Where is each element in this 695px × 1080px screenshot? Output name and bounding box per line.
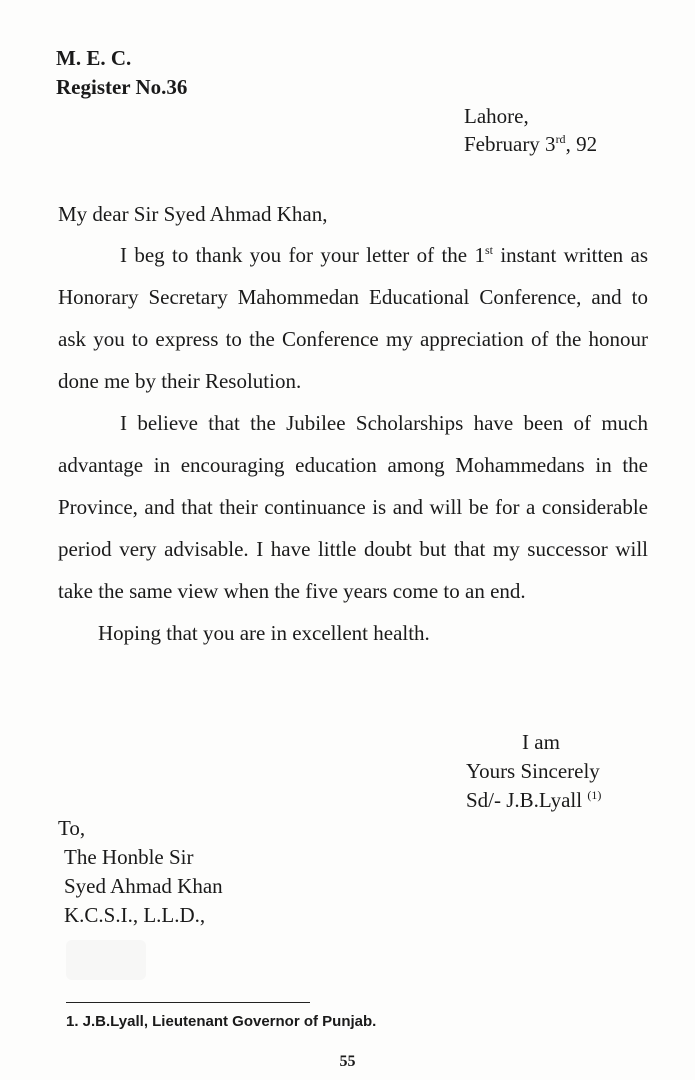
recipient-honours: K.C.S.I., L.L.D.,: [64, 903, 206, 927]
letter-body: [58, 234, 648, 654]
paragraph-1-ordinal: st: [484, 243, 493, 257]
faint-bleed-mark: [66, 940, 146, 980]
paragraph-2: I believe that the Jubilee Scholarships have been of much advantage in encouraging education among Mohammedans in the Province, and that their continuance is and will be for a considerable period very advisable. I have little doubt but that my successor will take the same view when the five years come to an end.: [58, 411, 648, 603]
header-register-number: Register No.36: [56, 75, 188, 99]
salutation: My dear Sir Syed Ahmad Khan,: [58, 202, 328, 226]
date-ordinal: rd: [555, 132, 566, 146]
footnote-divider: [66, 1002, 310, 1003]
letter-header: [56, 44, 187, 102]
signoff-i-am: I am: [522, 730, 560, 754]
paragraph-1-end: instant written as Honorary Secretary Mahommedan Educational Conference, and to ask you to express to the Conference my appreciation of the honour done me by their Resolution.: [58, 243, 648, 393]
signoff-signature: [466, 786, 601, 815]
footnote-reference: (1): [587, 788, 602, 802]
paragraph-1: [58, 234, 648, 402]
footnote-text: 1. J.B.Lyall, Lieutenant Governor of Punjab.: [66, 1013, 377, 1030]
signoff-closing: Yours Sincerely: [466, 759, 600, 783]
paragraph-3: Hoping that you are in excellent health.: [98, 621, 430, 645]
dateline-place: Lahore,: [464, 104, 529, 128]
dateline: [464, 102, 597, 158]
signature-name: Sd/- J.B.Lyall: [466, 788, 583, 812]
header-organization: M. E. C.: [56, 46, 132, 70]
dateline-date: [464, 130, 597, 158]
recipient-to: To,: [58, 816, 86, 840]
recipient-title: The Honble Sir: [64, 845, 194, 869]
page-number: 55: [339, 1053, 356, 1070]
recipient-block: [58, 814, 223, 930]
recipient-name: Syed Ahmad Khan: [64, 874, 223, 898]
signoff-block: [466, 728, 601, 815]
paragraph-1-start: I beg to thank you for your letter of the 1: [120, 243, 485, 267]
date-prefix: February 3: [464, 132, 556, 156]
date-suffix: , 92: [565, 132, 598, 156]
